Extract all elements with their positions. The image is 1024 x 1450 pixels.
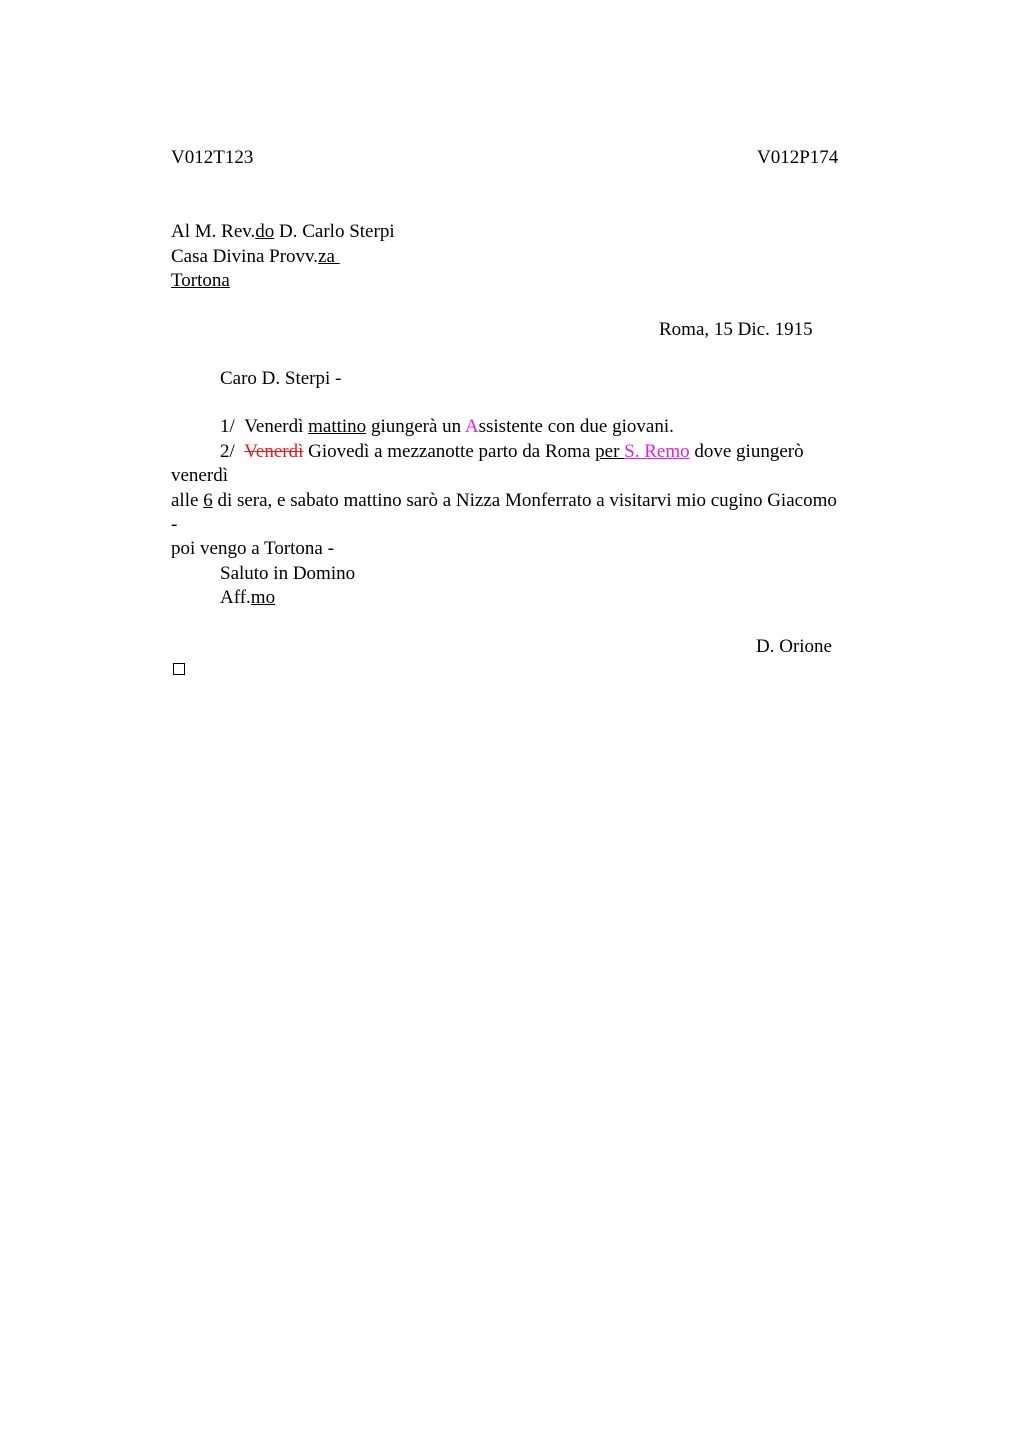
address-line-2 (171, 245, 340, 269)
body-line-6: poi vengo a Tortona - (171, 538, 334, 559)
closing-abbrev: mo (250, 587, 276, 608)
address-abbrev: do (255, 221, 275, 242)
body-line-5: - (171, 514, 178, 535)
closing-line-1: Saluto in Domino (220, 563, 356, 584)
body-line-3: venerdì (171, 465, 228, 486)
address-text: Casa Divina Provv. (171, 246, 319, 267)
text-run: dove giungerò (689, 441, 804, 462)
closing-text: Aff. (220, 587, 251, 608)
address-line-1 (171, 220, 395, 244)
salutation: Caro D. Sterpi - (220, 368, 342, 389)
text-run: alle (171, 490, 204, 511)
address-text: Al M. Rev. (171, 221, 256, 242)
deleted-text: Venerdì (244, 441, 304, 462)
body-line-4 (171, 489, 837, 513)
correction-text: A (464, 416, 479, 437)
text-run: Venerdì (244, 416, 309, 437)
underlined-text: mattino (308, 416, 367, 437)
correction-text: S. Remo (624, 441, 690, 462)
address-line-3: Tortona (171, 270, 230, 291)
end-marker-box (173, 663, 185, 675)
underlined-text: per (595, 441, 625, 462)
address-name: D. Carlo Sterpi (274, 221, 395, 242)
item-number: 2/ (220, 441, 235, 462)
paragraph-1 (220, 415, 674, 439)
text-run: Giovedì a mezzanotte parto da Roma (303, 441, 596, 462)
text-run: giungerà un (366, 416, 465, 437)
text-run: di sera, e sabato mattino sarò a Nizza Monferrato a visitarvi mio cugino Giacomo (212, 490, 837, 511)
letter-date: Roma, 15 Dic. 1915 (659, 319, 813, 340)
text-run: ssistente con due giovani. (478, 416, 674, 437)
ref-code-right: V012P174 (757, 147, 839, 168)
paragraph-2 (220, 440, 804, 464)
ref-code-left: V012T123 (171, 147, 254, 168)
signature: D. Orione (756, 636, 832, 657)
underlined-text: 6 (203, 490, 213, 511)
closing-line-2 (220, 586, 275, 610)
address-abbrev: za (318, 246, 340, 267)
item-number: 1/ (220, 416, 235, 437)
